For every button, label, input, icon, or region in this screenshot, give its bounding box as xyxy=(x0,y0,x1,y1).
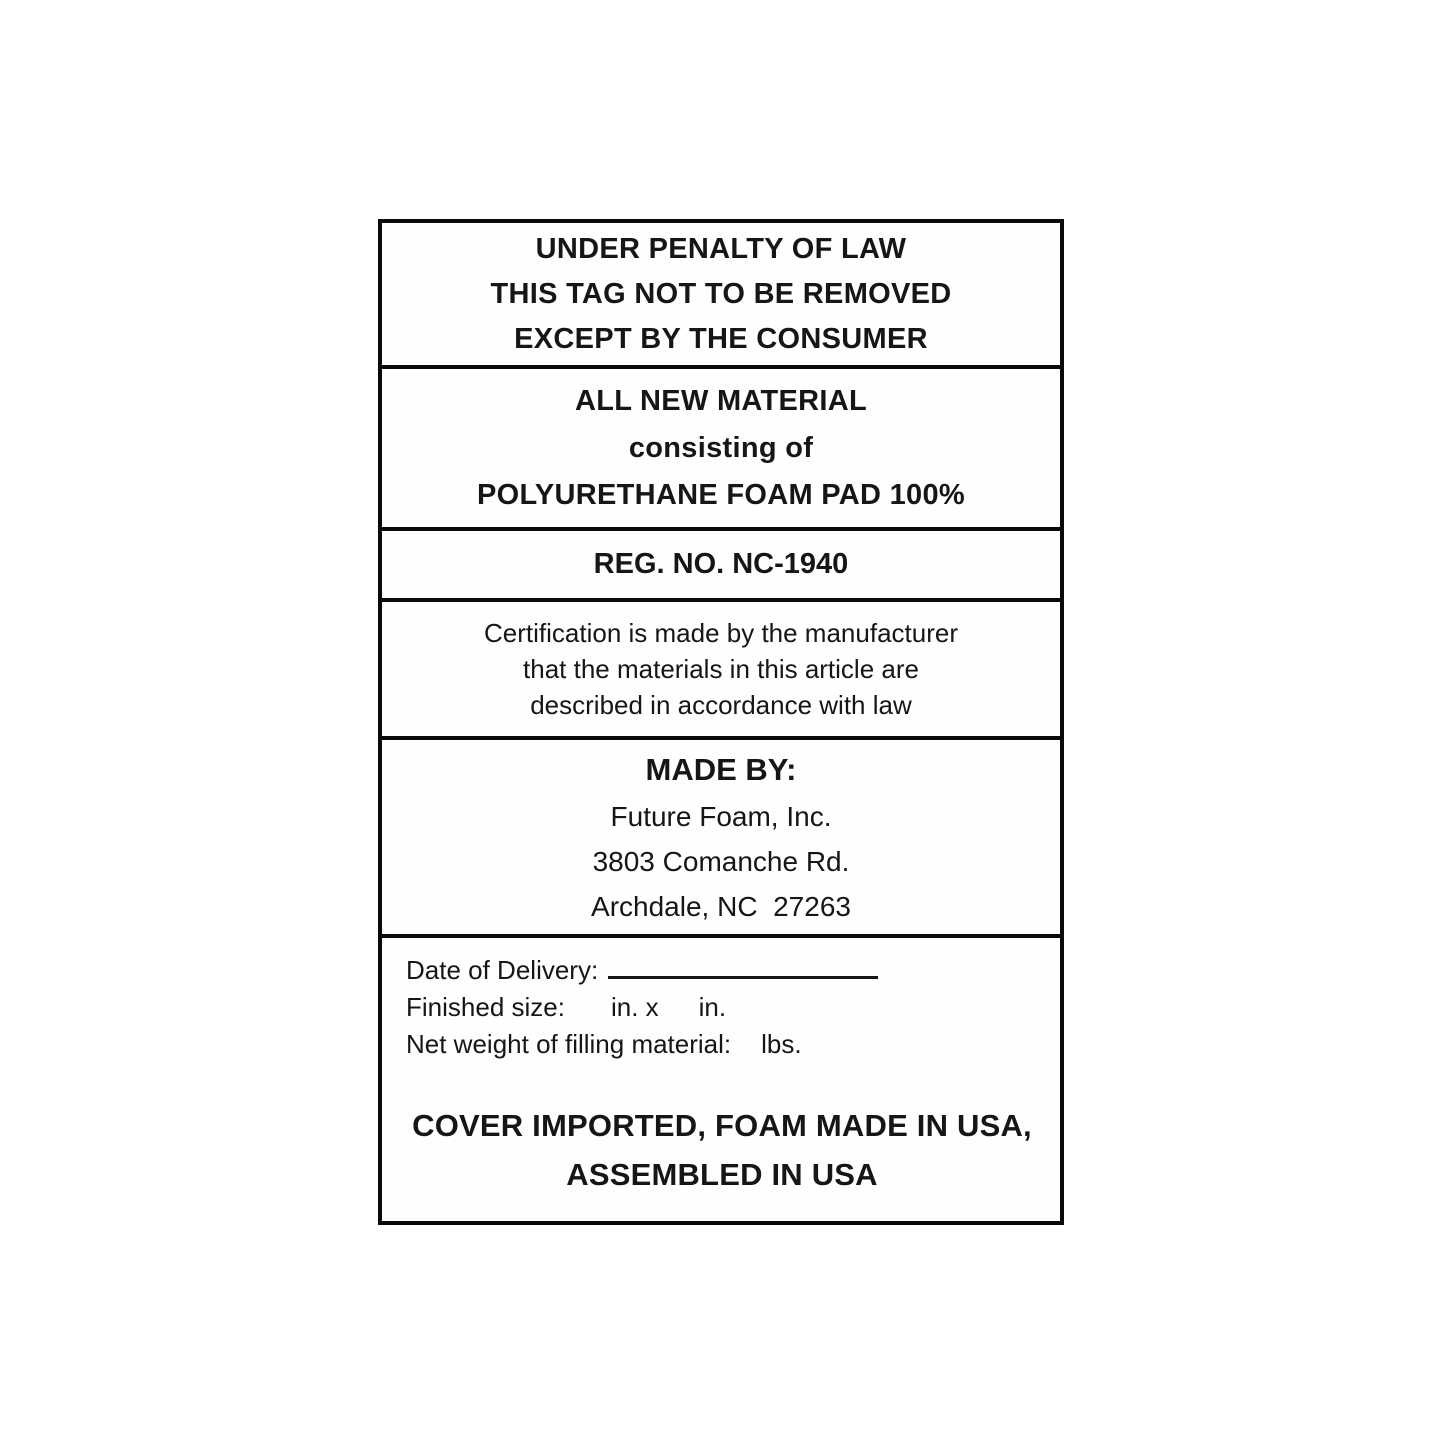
law-tag-label xyxy=(378,219,1064,1225)
origin-line-1: COVER IMPORTED, FOAM MADE IN USA, xyxy=(412,1108,1032,1143)
certification-line-1: Certification is made by the manufacturer xyxy=(484,618,958,648)
details-section xyxy=(382,938,1060,1221)
certification-section xyxy=(382,602,1060,740)
penalty-line-1: UNDER PENALTY OF LAW xyxy=(535,232,907,265)
made-by-heading: MADE BY: xyxy=(645,751,797,787)
finished-size-label: Finished size: xyxy=(406,992,565,1022)
origin-line-2: ASSEMBLED IN USA xyxy=(566,1157,878,1192)
finished-size-unit-a: in. x xyxy=(610,992,659,1022)
material-line-2: consisting of xyxy=(628,431,814,464)
made-by-section xyxy=(382,740,1060,938)
origin-statement xyxy=(406,1101,1038,1205)
finished-size-row xyxy=(406,989,1038,1026)
registration-number: REG. NO. NC-1940 xyxy=(593,548,849,580)
penalty-line-3: EXCEPT BY THE CONSUMER xyxy=(514,322,928,355)
material-line-3: POLYURETHANE FOAM PAD 100% xyxy=(477,478,965,511)
manufacturer-city-state-zip: Archdale, NC 27263 xyxy=(591,890,851,922)
certification-line-2: that the materials in this article are xyxy=(523,654,919,684)
certification-line-3: described in accordance with law xyxy=(530,690,912,720)
registration-number-section xyxy=(382,531,1060,602)
net-weight-unit: lbs. xyxy=(761,1029,802,1059)
material-line-1: ALL NEW MATERIAL xyxy=(574,384,868,417)
finished-size-unit-b: in. xyxy=(698,992,727,1022)
details-spacer xyxy=(406,1063,1038,1101)
penalty-line-2: THIS TAG NOT TO BE REMOVED xyxy=(490,277,952,310)
date-of-delivery-blank-line xyxy=(608,955,878,979)
manufacturer-street: 3803 Comanche Rd. xyxy=(592,845,850,877)
net-weight-row xyxy=(406,1026,1038,1063)
penalty-section xyxy=(382,223,1060,369)
manufacturer-name: Future Foam, Inc. xyxy=(610,800,832,832)
material-section xyxy=(382,369,1060,531)
date-of-delivery-label: Date of Delivery: xyxy=(406,955,599,985)
net-weight-label: Net weight of filling material: xyxy=(406,1029,732,1059)
date-of-delivery-row xyxy=(406,952,1038,989)
